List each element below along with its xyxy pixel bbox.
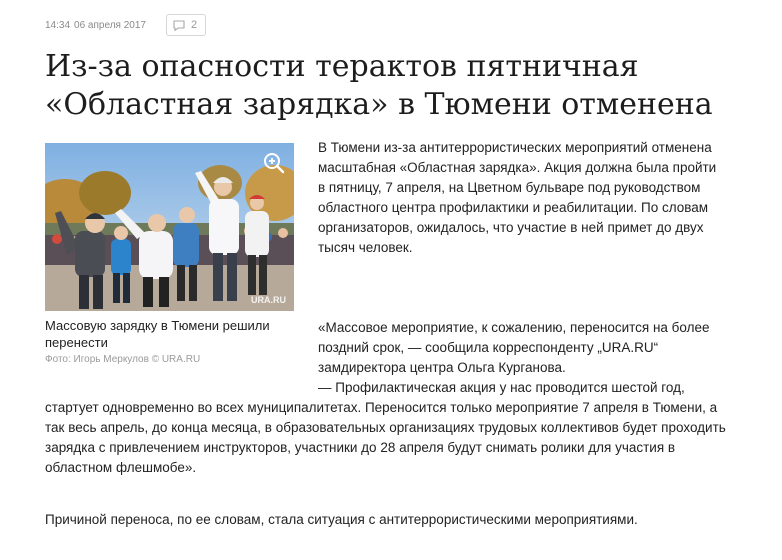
comments-button[interactable] xyxy=(166,14,206,36)
magnifier-plus-icon[interactable] xyxy=(262,151,286,175)
publish-date: 06 апреля 2017 xyxy=(74,19,146,31)
article-paragraph-4: Причиной переноса, по ее словам, стала ситуация с антитеррористическими мероприятиями. xyxy=(45,512,638,527)
photo-watermark: URA.RU xyxy=(251,295,286,305)
article-meta xyxy=(45,14,206,36)
publish-time: 14:34 xyxy=(45,19,71,31)
article-paragraph-2: «Массовое мероприятие, к сожалению, переносится на более поздний срок, — сообщила корреспонденту „URA.RU“ замдиректора центра Ольга Курганова. xyxy=(318,320,710,375)
exercise-crowd-photo xyxy=(45,143,294,311)
photo-caption: Массовую зарядку в Тюмени решили перенести xyxy=(45,318,270,350)
title-line-2: «Областная зарядка» в Тюмени отменена xyxy=(45,87,713,122)
article-figure xyxy=(45,143,294,365)
article-title xyxy=(45,48,765,124)
article-photo[interactable] xyxy=(45,143,294,311)
title-line-1: Из-за опасности терактов пятничная xyxy=(45,49,639,84)
photo-credit: Фото: Игорь Меркулов © URA.RU xyxy=(45,354,201,365)
article-paragraph-3: — Профилактическая акция у нас проводится шестой год, стартует одновременно во всех муниципалитетах. Переносится только мероприятие 7 апреля в Тюмени, а так весь апрель, до конца месяца, в образовательных организациях трудовых коллективов будет проходить зарядка с привлечением инструкторов, участники до 28 апреля будут снимать ролики для участия в областном флешмобе». xyxy=(45,380,726,475)
article-paragraph-1: В Тюмени из-за антитеррористических мероприятий отменена масштабная «Областная зарядка». Акция должна была пройти в пятницу, 7 апреля, на Цветном бульваре под руководством областного центра профилактики и реабилитации. По словам организаторов, ожидалось, что участие в ней примет до двух тысяч человек. xyxy=(318,140,717,255)
speech-bubble-icon xyxy=(173,20,185,31)
comments-count: 2 xyxy=(190,19,198,31)
